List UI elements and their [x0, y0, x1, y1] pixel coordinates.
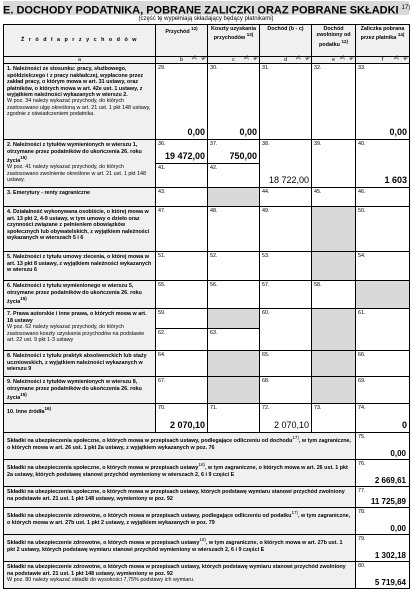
table-row: [4, 188, 410, 207]
field-79[interactable]: 79. 1 302,18: [356, 535, 410, 562]
shaded-cell: [312, 207, 356, 252]
row-label: 8. Należności z tytułu praktyk absolwenckich lub staży uczniowskich, z wyjątkiem należności wykazanych w wierszu 9: [4, 351, 156, 377]
field-77[interactable]: 77. 11 725,89: [356, 487, 410, 508]
field-50[interactable]: 50.: [356, 207, 410, 252]
field-74[interactable]: 74. 0: [356, 404, 410, 433]
row-label: 7. Prawa autorskie i inne prawa, o których mowa w art. 18 ustawy W poz. 62 należy wykazać przychody, do których zastosowano koszty uzyskania przychodów na podstawie art. 22 ust. 9 pkt 1-3 ustawy: [4, 309, 156, 351]
field-41[interactable]: 41.: [156, 164, 208, 188]
header-advance: Zaliczka pobrana przez płatnika $^{14)}$ zł, gr: [356, 25, 410, 57]
field-72[interactable]: 72. 2 070,10: [260, 404, 312, 433]
table-row: [4, 252, 410, 281]
shaded-cell: [208, 351, 260, 377]
contribution-label: Składki na ubezpieczenia społeczne, o których mowa w przepisach ustawy, podlegające odliczeniu od dochodu$^{17)}$, w tym zagraniczne, o których mowa w art. 26 ust. 1 pkt 2a ustawy, z wyjątkiem wykazanych w poz. 76: [4, 433, 356, 460]
row-label: 3. Emerytury - renty zagraniczne: [4, 188, 156, 207]
section-subtitle: (część tę wypełniają składający będący płatnikami): [138, 16, 274, 22]
field-31[interactable]: 31.: [260, 64, 312, 140]
shaded-cell: [208, 377, 260, 404]
field-42[interactable]: 42.: [208, 164, 260, 188]
field-73[interactable]: 73.: [312, 404, 356, 433]
table-row: [4, 351, 410, 377]
field-53[interactable]: 53.: [260, 252, 312, 281]
letter-b: b: [156, 57, 208, 64]
field-78[interactable]: 78. 0,00: [356, 508, 410, 535]
row-label: 5. Należności z tytułu umowy zlecenia, o której mowa w art. 13 pkt 8 ustawy, z wyjątkiem należności wykazanych w wierszu 6: [4, 252, 156, 281]
field-38[interactable]: 38. 18 722,00: [260, 140, 312, 188]
field-32[interactable]: 32.: [312, 64, 356, 140]
row-label: 10. Inne źródła$^{16)}$: [4, 404, 156, 433]
field-45[interactable]: 45.: [312, 188, 356, 207]
row-label: 2. Należności z tytułów wymienionych w wierszu 1, otrzymane przez podatników do ukończenia 26. roku życia$^{15)}$ W poz. 41 należy wykazać przychody, do których zastosowano zwolnienie określone w art. 21 ust. 1 pkt 148 ustawy.: [4, 140, 156, 188]
header-sources: Ź r ó d ł a p r z y c h o d ó w: [4, 25, 156, 57]
field-30[interactable]: 30. 0,00: [208, 64, 260, 140]
field-39[interactable]: 39.: [312, 140, 356, 188]
field-51[interactable]: 51.: [156, 252, 208, 281]
table-row: [4, 404, 410, 433]
field-44[interactable]: 44.: [260, 188, 312, 207]
contribution-row: [4, 508, 410, 535]
field-48[interactable]: 48.: [208, 207, 260, 252]
contribution-row: [4, 433, 410, 460]
field-46[interactable]: 46.: [356, 188, 410, 207]
field-58[interactable]: 58.: [312, 281, 356, 309]
field-36[interactable]: 36. 19 472,00: [156, 140, 208, 164]
contribution-row: [4, 460, 410, 487]
section-title: E. DOCHODY PODATNIKA, POBRANE ZALICZKI ORAZ POBRANE SKŁADKI $^{17)}$: [3, 1, 409, 15]
field-55[interactable]: 55.: [156, 281, 208, 309]
contribution-row: [4, 562, 410, 589]
shaded-cell: [312, 377, 356, 404]
field-66[interactable]: 66.: [356, 351, 410, 377]
column-header-row: [4, 25, 410, 57]
field-80[interactable]: 80. 5 719,64: [356, 562, 410, 589]
contribution-row: [4, 487, 410, 508]
letter-c: c: [208, 57, 260, 64]
field-67[interactable]: 67.: [156, 377, 208, 404]
table-row: [4, 140, 410, 164]
header-exempt-income: Dochód zwolniony od podatku $^{12)}$ zł, gr: [312, 25, 356, 57]
shaded-cell: [312, 351, 356, 377]
field-64[interactable]: 64.: [156, 351, 208, 377]
income-table: [3, 24, 410, 589]
field-54[interactable]: 54.: [356, 252, 410, 281]
field-49[interactable]: 49.: [260, 207, 312, 252]
table-row: [4, 281, 410, 309]
field-57[interactable]: 57.: [260, 281, 312, 309]
shaded-cell: [208, 309, 260, 329]
shaded-cell: [312, 309, 356, 351]
table-row: [4, 64, 410, 140]
table-row: [4, 309, 410, 329]
field-59[interactable]: 59.: [156, 309, 208, 329]
field-56[interactable]: 56.: [208, 281, 260, 309]
letter-e: e: [312, 57, 356, 64]
row-label: 1. Należności ze stosunku: pracy, służbowego, spółdzielczego i z pracy nakładczej, wypłacone przez zakład pracy, o którym mowa w art. 31 ustawy, oraz płatników, o których mowa w art. 42e ust. 1 ustawy, z wyjątkiem należności wykazanych w wierszu 2. W poz. 34 należy wykazać przychody, do których zastosowano ulgę określoną w art. 21 ust. 1 pkt 148 ustawy, zgodnie z oświadczeniem podatnika.: [4, 64, 156, 140]
field-29[interactable]: 29. 0,00: [156, 64, 208, 140]
letter-a: a: [4, 57, 156, 64]
shaded-cell: [312, 252, 356, 281]
contribution-label: Składki na ubezpieczenia społeczne, o których mowa w przepisach ustawy$^{18)}$, w tym zagraniczne, o których mowa w art. 26 ust. 1 pkt 2a ustawy, których podstawę stanowi przychód wymieniony w wierszach 2, 6 i 9 części E: [4, 460, 356, 487]
field-76[interactable]: 76. 2 669,61: [356, 460, 410, 487]
row-label: 4. Działalność wykonywana osobiście, o której mowa w art. 13 pkt 2, 4-9 ustawy, w tym umowy o dzieło oraz czynności związane z pełnieniem obowiązków społecznych lub obywatelskich, z wyjątkiem należności wykazanych w wierszach 5 i 6: [4, 207, 156, 252]
contribution-label: Składki na ubezpieczenie zdrowotne, o których mowa w przepisach ustawy, których podstawę wymiaru stanowi przychód zwolniony na podstawie art. 21 ust. 1 pkt 148 ustawy, wymieniony w poz. 92 W poz. 80 należy wykazać składki do wysokości 7,75% podstawy ich wymiaru.: [4, 562, 356, 589]
field-70[interactable]: 70. 2 070,10: [156, 404, 208, 433]
field-71[interactable]: 71.: [208, 404, 260, 433]
field-69[interactable]: 69.: [356, 377, 410, 404]
field-63[interactable]: 63.: [208, 329, 260, 351]
letter-d: d: [260, 57, 312, 64]
row-label: 6. Należności z tytułu wymienionego w wierszu 5, otrzymane przez podatników do ukończenia 26. roku życia$^{15)}$: [4, 281, 156, 309]
shaded-cell: [208, 188, 260, 207]
table-row: [4, 377, 410, 404]
field-47[interactable]: 47.: [156, 207, 208, 252]
table-row: [4, 207, 410, 252]
field-61[interactable]: 61.: [356, 309, 410, 351]
contribution-row: [4, 535, 410, 562]
contribution-label: Składki na ubezpieczenie zdrowotne, o których mowa w przepisach ustawy$^{18)}$, w tym zagraniczne, o których mowa w art. 27b ust. 1 pkt 2 ustawy, których podstawę wymiaru stanowi przychód wymieniony w wierszach 2, 6 i 9 części E: [4, 535, 356, 562]
field-40[interactable]: 40. 1 603: [356, 140, 410, 188]
header-income: Dochód (b - c) zł, gr: [260, 25, 312, 57]
field-60[interactable]: 60.: [260, 309, 312, 351]
row-label: 9. Należności z tytułów wymienionych w wierszu 8, otrzymane przez podatników do ukończenia 26. roku życia$^{15)}$: [4, 377, 156, 404]
header-costs: Koszty uzyskania przychodów $^{13)}$ zł, gr: [208, 25, 260, 57]
contribution-label: Składki na ubezpieczenia społeczne, o których mowa w przepisach ustawy, których podstawę wymiaru stanowi przychód zwolniony na podstawie art. 21 ust. 1 pkt 148 ustawy, wymieniony w poz. 92: [4, 487, 356, 508]
field-68[interactable]: 68.: [260, 377, 312, 404]
field-65[interactable]: 65.: [260, 351, 312, 377]
field-43[interactable]: 43.: [156, 188, 208, 207]
field-62[interactable]: 62.: [156, 329, 208, 351]
field-75[interactable]: 75. 0,00: [356, 433, 410, 460]
letter-f: f: [356, 57, 410, 64]
field-33[interactable]: 33. 0,00: [356, 64, 410, 140]
contribution-label: Składki na ubezpieczenie zdrowotne, o których mowa w przepisach ustawy, podlegające odliczeniu od podatku$^{17)}$, w tym zagraniczne, o których mowa w art. 27b ust. 1 pkt 2 ustawy, z wyjątkiem wykazanych w poz. 79: [4, 508, 356, 535]
field-37[interactable]: 37. 750,00: [208, 140, 260, 164]
shaded-cell: [356, 281, 410, 309]
header-revenue: Przychód $^{12)}$ zł, gr: [156, 25, 208, 57]
field-52[interactable]: 52.: [208, 252, 260, 281]
